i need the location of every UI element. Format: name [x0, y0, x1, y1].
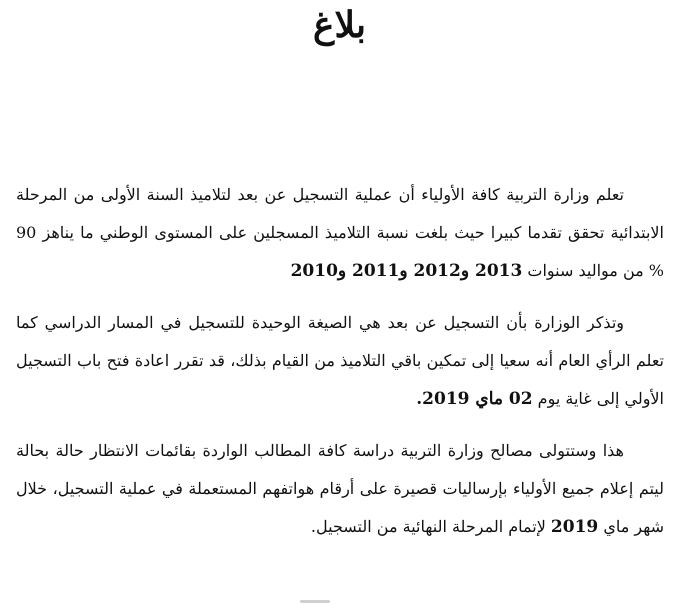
year-emphasis: 2019	[550, 517, 599, 537]
paragraph-registration-progress	[16, 176, 664, 290]
paragraph-waiting-lists	[16, 432, 664, 546]
deadline-date-emphasis: 02 ماي 2019.	[416, 389, 533, 409]
document-title: بلاغ	[313, 4, 366, 46]
birth-years-emphasis: 2013 و2012 و2011 و2010	[290, 261, 523, 281]
paragraph-text: هذا وستتولى مصالح وزارة التربية دراسة كافة المطالب الواردة بقائمات الانتظار حالة بحالة ليتم إعلام جميع الأولياء بإرساليات قصيرة على أرقام هواتفهم المستعملة في عملية التسجيل، خلال شهر ماي	[16, 441, 664, 536]
document-body	[16, 176, 664, 546]
paragraph-text: تعلم وزارة التربية كافة الأولياء أن عملية التسجيل عن بعد لتلاميذ السنة الأولى من المرحلة الابتدائية تحقق تقدما كبيرا حيث بلغت نسبة التلاميذ المسجلين على المستوى الوطني ما يناهز 90 % من مواليد سنوات	[16, 185, 664, 280]
bottom-decorative-mark	[300, 600, 330, 603]
paragraph-text-after: لإتمام المرحلة النهائية من التسجيل.	[310, 517, 551, 536]
paragraph-text: وتذكر الوزارة بأن التسجيل عن بعد هي الصيغة الوحيدة للتسجيل في المسار الدراسي كما تعلم الرأي العام أنه سعيا إلى تمكين باقي التلاميذ من القيام بذلك، قد تقرر اعادة فتح باب التسجيل الأولي إلى غاية يوم	[16, 313, 664, 408]
paragraph-registration-reopening	[16, 304, 664, 418]
